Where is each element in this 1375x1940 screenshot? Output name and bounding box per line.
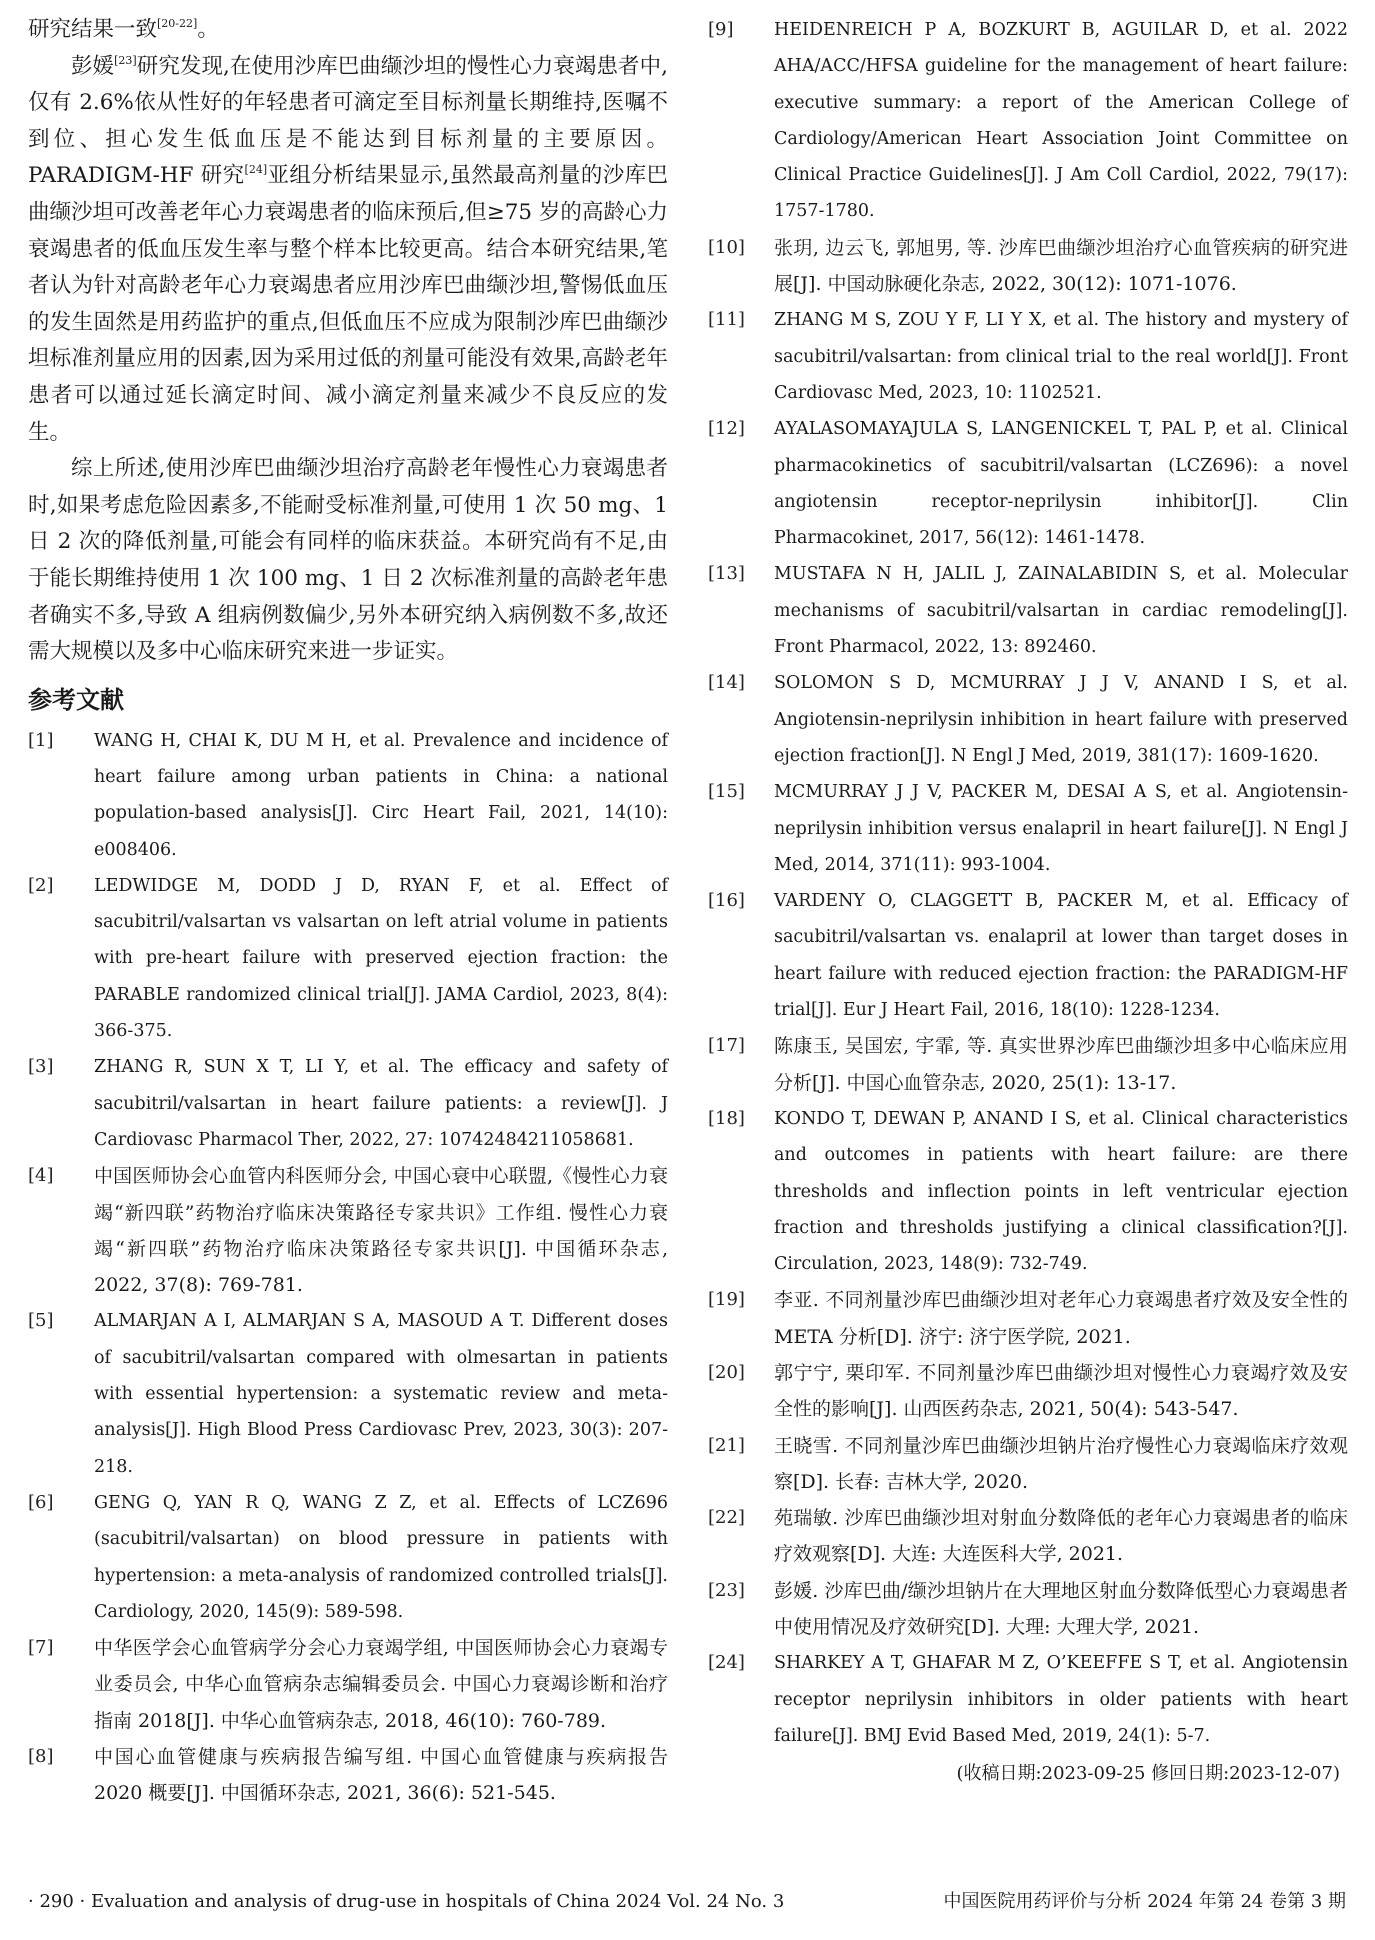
reference-text: ZHANG M S, ZOU Y F, LI Y X, et al. The history and mystery of sacubitril/valsartan: from clinical trial to the real world[J]. Front Cardiovasc Med, 2023, 10: 1102521. [774, 310, 1348, 403]
reference-item [708, 774, 1348, 883]
reference-text: KONDO T, DEWAN P, ANAND I S, et al. Clinical characteristics and outcomes in patients with heart failure: are there thresholds and inflection points in left ventricular ejection fraction and thresholds justifying a clinical classification?[J]. Circulation, 2023, 148(9): 732-749. [774, 1108, 1348, 1275]
reference-item [28, 723, 668, 868]
reference-item [28, 868, 668, 1049]
reference-item [708, 302, 1348, 411]
references-heading: 参考文献 [28, 685, 124, 714]
reference-item [708, 883, 1348, 1028]
reference-item [708, 1500, 1348, 1573]
reference-item [708, 411, 1348, 556]
citation-sup: [20-22] [157, 17, 198, 30]
reference-item [28, 1485, 668, 1630]
reference-text: MCMURRAY J J V, PACKER M, DESAI A S, et al. Angiotensin-neprilysin inhibition versus enalapril in heart failure[J]. N Engl J Med, 2014, 371(11): 993-1004. [774, 782, 1348, 875]
reference-item [708, 1282, 1348, 1355]
reference-text: 中国医师协会心血管内科医师分会, 中国心衰中心联盟,《慢性心力衰竭“新四联”药物治疗临床决策路径专家共识》工作组. 慢性心力衰竭“新四联”药物治疗临床决策路径专家共识[J]. 中国循环杂志, 2022, 37(8): 769-781. [94, 1165, 668, 1297]
reference-number: [22] [708, 1507, 745, 1529]
reference-number: [13] [708, 563, 745, 585]
reference-item [708, 1645, 1348, 1754]
footer-left: · 290 · Evaluation and analysis of drug-use in hospitals of China 2024 Vol. 24 No. 3 [28, 1891, 785, 1912]
reference-number: [23] [708, 1579, 745, 1601]
reference-text: VARDENY O, CLAGGETT B, PACKER M, et al. Efficacy of sacubitril/valsartan vs. enalapril at lower than target doses in heart failure with reduced ejection fraction: the PARADIGM-HF trial[J]. Eur J Heart Fail, 2016, 18(10): 1228-1234. [774, 891, 1348, 1021]
reference-text: 苑瑞敏. 沙库巴曲缬沙坦对射血分数降低的老年心力衰竭患者的临床疗效观察[D]. 大连: 大连医科大学, 2021. [774, 1507, 1348, 1566]
citation-sup: [24] [244, 163, 268, 177]
body-text [28, 12, 668, 671]
reference-item [708, 1101, 1348, 1282]
reference-number: [6] [28, 1491, 54, 1513]
reference-item [708, 1355, 1348, 1428]
reference-number: [24] [708, 1652, 745, 1674]
reference-item [28, 1630, 668, 1739]
received-revised-dates: (收稿日期:2023-09-25 修回日期:2023-12-07) [956, 1763, 1340, 1785]
left-column [28, 12, 668, 1812]
citation-sup: [23] [114, 53, 137, 67]
reference-number: [9] [708, 19, 734, 40]
reference-item [708, 1573, 1348, 1646]
reference-number: [5] [28, 1310, 54, 1332]
paragraph-2: 彭媛[23]研究发现,在使用沙库巴曲缬沙坦的慢性心力衰竭患者中,仅有 2.6%依从性好的年轻患者可滴定至目标剂量长期维持,医嘱不到位、担心发生低血压是不能达到目标剂量的主要原因。PARADIGM-HF 研究[24]亚组分析结果显示,虽然最高剂量的沙库巴曲缬沙坦可改善老年心力衰竭患者的临床预后,但≥75 岁的高龄心力衰竭患者的低血压发生率与整个样本比较更高。结合本研究结果,笔者认为针对高龄老年心力衰竭患者应用沙库巴曲缬沙坦,警惕低血压的发生固然是用药监护的重点,但低血压不应成为限制沙库巴曲缬沙坦标准剂量应用的因素,因为采用过低的剂量可能没有效果,高龄老年患者可以通过延长滴定时间、减小滴定剂量来减少不良反应的发生。 [28, 53, 668, 445]
reference-item [708, 230, 1348, 303]
reference-list-right [708, 12, 1348, 1754]
reference-text: 张玥, 边云飞, 郭旭男, 等. 沙库巴曲缬沙坦治疗心血管疾病的研究进展[J]. 中国动脉硬化杂志, 2022, 30(12): 1071-1076. [774, 236, 1348, 296]
reference-text: MUSTAFA N H, JALIL J, ZAINALABIDIN S, et al. Molecular mechanisms of sacubitril/valsartan in cardiac remodeling[J]. Front Pharmacol, 2022, 13: 892460. [774, 564, 1348, 658]
reference-text: ZHANG R, SUN X T, LI Y, et al. The efficacy and safety of sacubitril/valsartan in heart failure patients: a review[J]. J Cardiovasc Pharmacol Ther, 2022, 27: 10742484211058681. [94, 1057, 668, 1150]
paragraph-3: 综上所述,使用沙库巴曲缬沙坦治疗高龄老年慢性心力衰竭患者时,如果考虑危险因素多,不能耐受标准剂量,可使用 1 次 50 mg、1 日 2 次的降低剂量,可能会有同样的临床获益。本研究尚有不足,由于能长期维持使用 1 次 100 mg、1 日 2 次标准剂量的高龄老年患者确实不多,导致 A 组病例数偏少,另外本研究纳入病例数不多,故还需大规模以及多中心临床研究来进一步证实。 [28, 456, 668, 665]
reference-text: 中华医学会心血管病学分会心力衰竭学组, 中国医师协会心力衰竭专业委员会, 中华心血管病杂志编辑委员会. 中国心力衰竭诊断和治疗指南 2018[J]. 中华心血管病杂志, 2018, 46(10): 760-789. [94, 1637, 668, 1732]
reference-number: [15] [708, 781, 745, 803]
reference-number: [19] [708, 1289, 745, 1311]
reference-text: 彭媛. 沙库巴曲/缬沙坦钠片在大理地区射血分数降低型心力衰竭患者中使用情况及疗效研究[D]. 大理: 大理大学, 2021. [774, 1579, 1348, 1639]
reference-text: SOLOMON S D, MCMURRAY J J V, ANAND I S, et al. Angiotensin-neprilysin inhibition in heart failure with preserved ejection fraction[J]. N Engl J Med, 2019, 381(17): 1609-1620. [774, 673, 1348, 766]
reference-item [708, 1028, 1348, 1101]
reference-item [28, 1739, 668, 1812]
reference-text: LEDWIDGE M, DODD J D, RYAN F, et al. Effect of sacubitril/valsartan vs valsartan on left atrial volume in patients with pre-heart failure with preserved ejection fraction: the PARABLE randomized clinical trial[J]. JAMA Cardiol, 2023, 8(4): 366-375. [94, 875, 668, 1042]
reference-text: ALMARJAN A I, ALMARJAN S A, MASOUD A T. Different doses of sacubitril/valsartan compared with olmesartan in patients with essential hypertension: a systematic review and meta-analysis[J]. High Blood Press Cardiovasc Prev, 2023, 30(3): 207-218. [94, 1311, 668, 1477]
reference-number: [21] [708, 1434, 745, 1456]
reference-number: [17] [708, 1035, 745, 1057]
reference-number: [2] [28, 874, 54, 896]
reference-text: GENG Q, YAN R Q, WANG Z Z, et al. Effects of LCZ696 (sacubitril/valsartan) on blood pressure in patients with hypertension: a meta-analysis of randomized controlled trials[J]. Cardiology, 2020, 145(9): 589-598. [94, 1492, 668, 1622]
reference-text: 中国心血管健康与疾病报告编写组. 中国心血管健康与疾病报告 2020 概要[J]. 中国循环杂志, 2021, 36(6): 521-545. [94, 1746, 668, 1805]
reference-number: [12] [708, 418, 745, 440]
reference-number: [10] [708, 236, 745, 258]
reference-number: [4] [28, 1165, 54, 1187]
reference-item [28, 1049, 668, 1158]
right-column [708, 12, 1348, 1792]
reference-item [708, 556, 1348, 665]
reference-text: 李亚. 不同剂量沙库巴曲缬沙坦对老年心力衰竭患者疗效及安全性的 META 分析[D]. 济宁: 济宁医学院, 2021. [774, 1289, 1348, 1348]
reference-number: [14] [708, 672, 745, 694]
reference-item [708, 665, 1348, 774]
footer-right: 中国医院用药评价与分析 2024 年第 24 卷第 3 期 [943, 1891, 1346, 1912]
reference-item [28, 1158, 668, 1303]
reference-text: SHARKEY A T, GHAFAR M Z, O’KEEFFE S T, et al. Angiotensin receptor neprilysin inhibitors in older patients with heart failure[J]. BMJ Evid Based Med, 2019, 24(1): 5-7. [774, 1653, 1348, 1746]
reference-number: [8] [28, 1746, 54, 1767]
reference-number: [18] [708, 1107, 745, 1129]
reference-text: 陈康玉, 吴国宏, 宇霏, 等. 真实世界沙库巴曲缬沙坦多中心临床应用分析[J]. 中国心血管杂志, 2020, 25(1): 13-17. [774, 1035, 1348, 1094]
reference-number: [1] [28, 729, 54, 751]
paragraph-1: 研究结果一致[20-22]。 [28, 17, 219, 42]
reference-number: [11] [708, 309, 745, 331]
reference-item [708, 1428, 1348, 1501]
reference-list-left [28, 723, 668, 1812]
reference-text: HEIDENREICH P A, BOZKURT B, AGUILAR D, et al. 2022 AHA/ACC/HFSA guideline for the management of heart failure: executive summary: a report of the American College of Cardiology/American Heart Association Joint Committee on Clinical Practice Guidelines[J]. J Am Coll Cardiol, 2022, 79(17): 1757-1780. [774, 20, 1348, 222]
reference-number: [3] [28, 1056, 54, 1078]
reference-text: 郭宁宁, 栗印军. 不同剂量沙库巴曲缬沙坦对慢性心力衰竭疗效及安全性的影响[J]. 山西医药杂志, 2021, 50(4): 543-547. [774, 1361, 1348, 1421]
reference-text: WANG H, CHAI K, DU M H, et al. Prevalence and incidence of heart failure among urban patients in China: a national population-based analysis[J]. Circ Heart Fail, 2021, 14(10): e008406. [94, 730, 668, 860]
reference-number: [16] [708, 890, 745, 912]
reference-number: [20] [708, 1361, 745, 1383]
reference-text: AYALASOMAYAJULA S, LANGENICKEL T, PAL P, et al. Clinical pharmacokinetics of sacubitril/valsartan (LCZ696): a novel angiotensin receptor-neprilysin inhibitor[J]. Clin Pharmacokinet, 2017, 56(12): 1461-1478. [774, 419, 1348, 549]
reference-item [708, 12, 1348, 230]
reference-number: [7] [28, 1637, 54, 1659]
reference-text: 王晓雪. 不同剂量沙库巴曲缬沙坦钠片治疗慢性心力衰竭临床疗效观察[D]. 长春: 吉林大学, 2020. [774, 1434, 1348, 1493]
reference-item [28, 1303, 668, 1484]
page-footer [28, 1888, 1346, 1916]
